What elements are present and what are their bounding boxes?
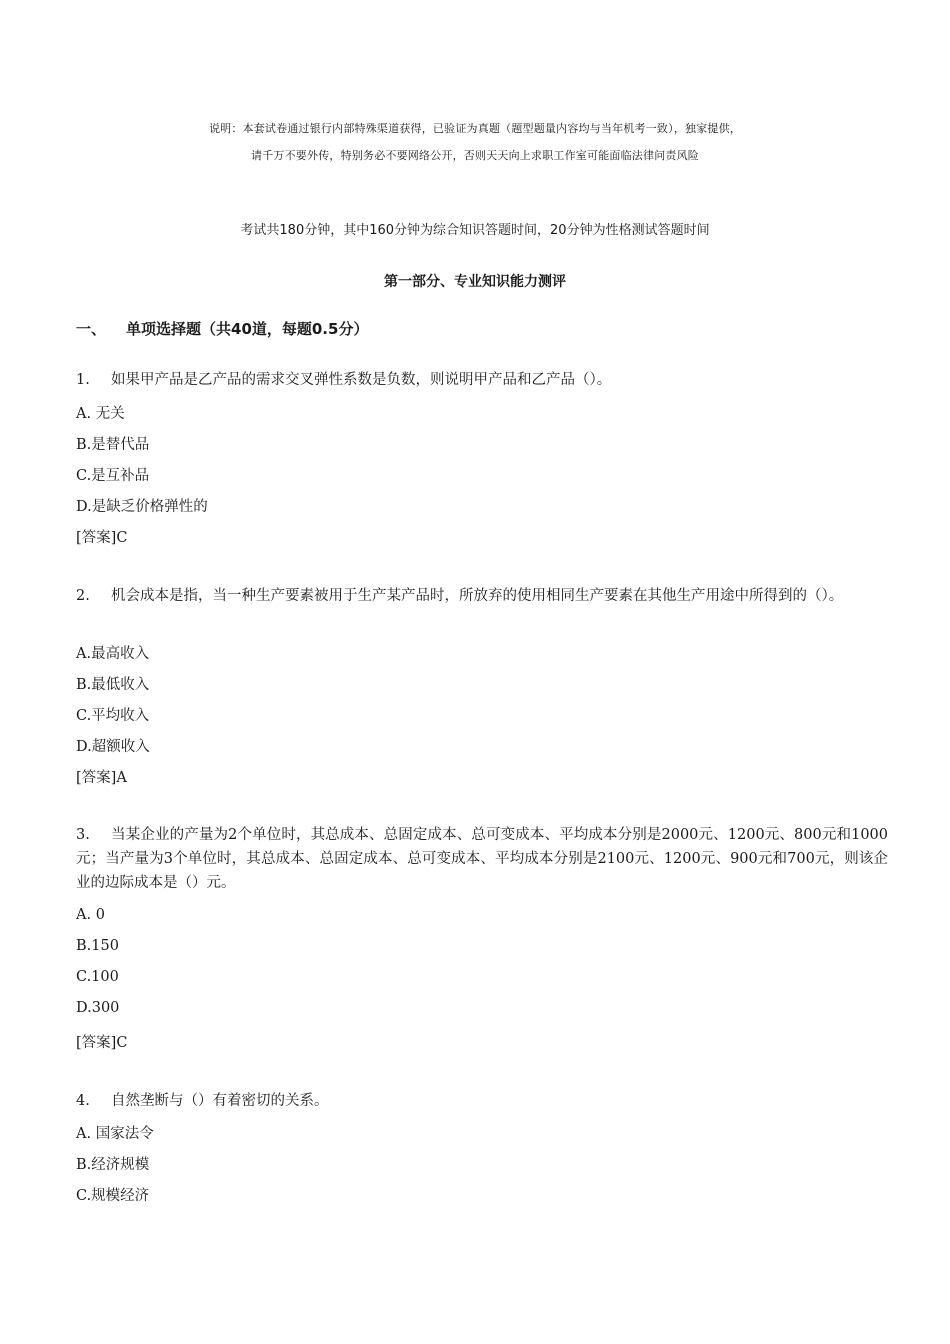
option: B.经济规模	[76, 1157, 150, 1173]
section-title	[76, 318, 368, 339]
question-number: 4.	[76, 1093, 90, 1109]
option: C.100	[76, 969, 119, 985]
question-text: 当某企业的产量为2个单位时，其总成本、总固定成本、总可变成本、平均成本分别是2000元、1200元、800元和1000元；当产量为3个单位时，其总成本、总固定成本、总可变成本、平均成本分别是2100元、1200元、900元和700元，则该企业的边际成本是（）元。	[76, 827, 888, 891]
option: A. 0	[76, 907, 105, 923]
question-number: 1.	[76, 372, 90, 388]
question-number: 2.	[76, 588, 90, 604]
question-3	[76, 823, 888, 895]
question-number: 3.	[76, 827, 90, 843]
question-4	[76, 1089, 888, 1113]
question-2	[76, 584, 888, 608]
option: C.规模经济	[76, 1188, 150, 1204]
option: D.300	[76, 1000, 120, 1016]
option: D.是缺乏价格弹性的	[76, 499, 208, 515]
section-title-text: 单项选择题（共40道，每题0.5分）	[126, 320, 369, 338]
option: A.最高收入	[76, 646, 150, 662]
question-text: 自然垄断与（）有着密切的关系。	[111, 1093, 329, 1109]
option: D.超额收入	[76, 739, 150, 755]
answer: [答案]C	[76, 530, 128, 546]
option: C.平均收入	[76, 708, 150, 724]
question-text: 如果甲产品是乙产品的需求交叉弹性系数是负数，则说明甲产品和乙产品（）。	[111, 372, 612, 388]
option: B.150	[76, 938, 119, 954]
question-1	[76, 368, 888, 392]
exam-duration: 考试共180分钟，其中160分钟为综合知识答题时间，20分钟为性格测试答题时间	[240, 223, 710, 238]
option: B.是替代品	[76, 437, 150, 453]
notice-line-2: 请千万不要外传，特别务必不要网络公开，否则天天向上求职工作室可能面临法律问责风险	[251, 149, 699, 162]
answer: [答案]A	[76, 770, 127, 786]
option: A. 无关	[76, 406, 125, 422]
question-text: 机会成本是指，当一种生产要素被用于生产某产品时，所放弃的使用相同生产要素在其他生产用途中所得到的（）。	[111, 588, 844, 604]
option: B.最低收入	[76, 677, 150, 693]
section-number: 一、	[76, 320, 107, 338]
option: C.是互补品	[76, 468, 150, 484]
option: A. 国家法令	[76, 1126, 154, 1142]
answer: [答案]C	[76, 1035, 128, 1051]
notice-line-1: 说明：本套试卷通过银行内部特殊渠道获得，已验证为真题（题型题量内容均与当年机考一致），独家提供，	[208, 122, 742, 135]
part-title: 第一部分、专业知识能力测评	[384, 274, 566, 290]
